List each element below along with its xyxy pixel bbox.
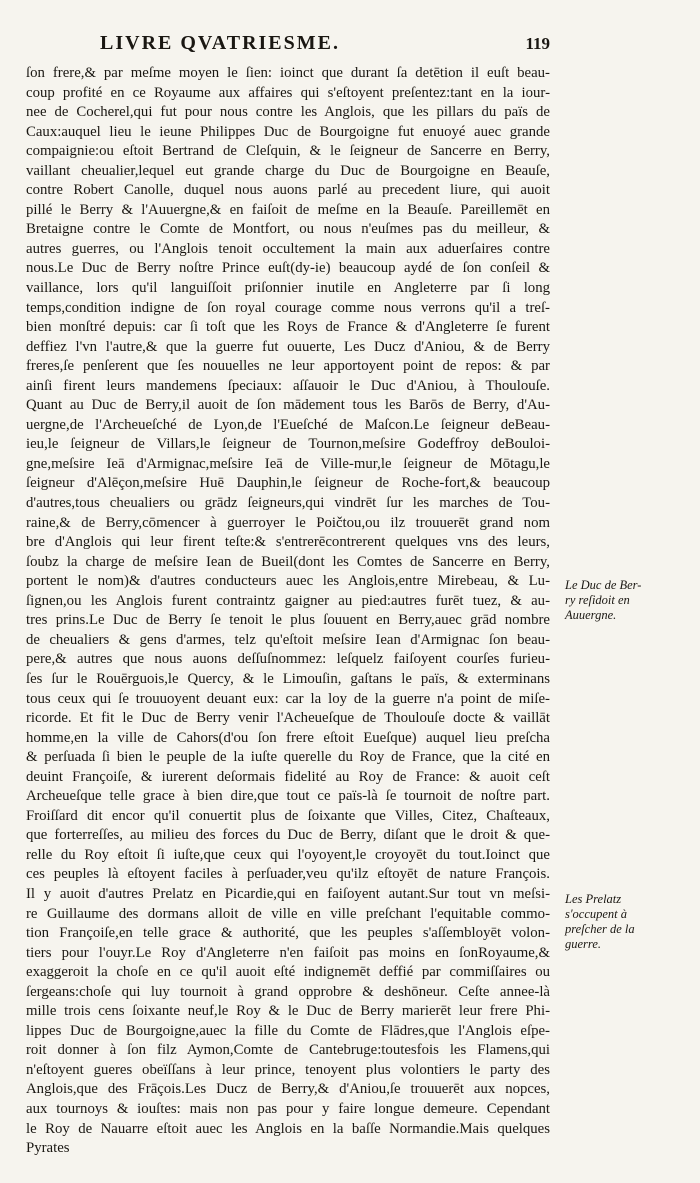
text-line: ieu,le ſeigneur de Villars,le ſeigneur de Tournon,meſsire Godeffroy deBouloi- <box>26 436 550 453</box>
text-line: Quant au Duc de Berry,il auoit de ſon mādement tous les Barōs de Berry, d'Au- <box>26 397 550 414</box>
text-line: nee de Cocherel,qui fut pour nous contre les Anglois, que les pillars du païs de <box>26 104 550 121</box>
text-line: temps,condition indigne de ſon royal courage comme nous verrons qu'il a treſ- <box>26 299 550 316</box>
text-line: pillé le Berry & l'Auuergne,& en faiſoit de meſme en la Beauſe. Pareillemēt en <box>26 201 550 218</box>
text-line: Il y auoit d'autres Prelatz en Picardie,qui en faiſoyent autant.Sur tout vn meſsi- <box>26 885 550 902</box>
text-line: Froiſſard dit encor qu'il conuertit plus de ſoixante que Villes, Citez, Chaſteaux, <box>26 807 550 824</box>
text-line: Bretaigne contre le Comte de Montfort, ou nous n'euſmes pas du meilleur, & <box>26 221 550 238</box>
text-line: ſon frere,& par meſme moyen le ſien: ioinct que durant ſa detētion il euſt beau- <box>26 65 550 81</box>
text-line: tous ceux qui ſe trouuoyent deuant eux: car la loy de la guerre n'a point de miſe- <box>26 690 550 707</box>
running-title: LIVRE QVATRIESME. <box>100 32 340 54</box>
text-line: bien monſtré depuis: car ſi toſt que les Roys de France & d'Angleterre ſe furent <box>26 319 550 336</box>
text-line: & perſuada ſi bien le peuple de la iuſte querelle du Roy de France, que la cité en <box>26 749 550 766</box>
sidenote-line: guerre. <box>565 937 601 951</box>
text-line: vaillance, lors qu'il languiſſoit priſonnier inutile en Angleterre par ſi long <box>26 280 550 297</box>
text-line: vaillant cheualier,lequel eut grande charge du Duc de Bourgoigne en Beauſe, <box>26 162 550 179</box>
text-line: tres prins.Le Duc de Berry ſe tenoit le plus ſouuent en Berry,auec grād nombre <box>26 612 550 629</box>
text-line: que forterreſſes, au milieu des forces du Duc de Berry, diſant que le droit & que- <box>26 827 550 844</box>
text-line: ricorde. Et fit le Duc de Berry venir l'Acheueſque de Thoulouſe docte & vaillāt <box>26 710 550 727</box>
text-line: gne,meſsire Ieā d'Armignac,meſsire Ieā de Ville-mur,le ſeigneur de Mōtagu,le <box>26 455 550 472</box>
text-line: autres guerres, ou l'Anglois tenoit occultement la main aux aduerſaires contre <box>26 240 550 257</box>
body-text <box>26 64 550 1159</box>
text-line: ſoubz la charge de meſsire Iean de Bueil(dont les Comtes de Sancerre en Berry, <box>26 553 550 570</box>
text-line: nous.Le Duc de Berry noſtre Prince euſt(dy-ie) beaucoup aydé de ſon conſeil & <box>26 260 550 277</box>
text-line: ſes ſur le Rouērguois,le Quercy, & le Limouſin, gaſtans le païs, & exterminans <box>26 670 550 687</box>
text-line: ſeigneur d'Alēçon,meſsire Huē Dauphin,le ſeigneur de Roche-fort,& beaucoup <box>26 475 550 492</box>
page-number: 119 <box>525 34 550 53</box>
text-line: tion Françoiſe,en telle grace & authorité, que les peuples s'aſſembloyēt volon- <box>26 925 550 942</box>
text-line: relle du Roy eſtoit ſi iuſte,que ceux qui l'oyoyent,le croyoyēt du tout.Ioinct que <box>26 846 550 863</box>
text-line: contre Robert Canolle, duquel nous auons parlé au precedent liure, qui auoit <box>26 182 550 199</box>
text-line: n'eſtoyent gueres obeïſſans à leur prince, tenoyent plus volontiers le party des <box>26 1061 550 1078</box>
text-line: exaggeroit la choſe en ce qu'il auoit eſté indignemēt deffié par commiſſaires ou <box>26 964 550 981</box>
text-line: ſergeans:choſe qui luy tournoit à grand opprobre & deshōneur. Ceſte annee-là <box>26 983 550 1000</box>
text-line: aux tournoys & iouſtes: mais non pas pour y faire longue demeure. Cependant <box>26 1100 550 1117</box>
sidenote-line: ry reſidoit en <box>565 593 630 607</box>
text-line: ces peuples là eſtoyent faciles à perſuader,veu qu'ilz eſtoyēt de nature François. <box>26 866 550 883</box>
sidenote-les-prelatz <box>565 892 685 952</box>
sidenote-line: s'occupent à <box>565 907 628 921</box>
text-line: mille trois cens ſoixante neuf,le Roy & le Duc de Berry marierēt leur frere Phi- <box>26 1003 550 1020</box>
text-line: re Guillaume des dormans alloit de ville en ville preſchant l'equitable commo- <box>26 905 550 922</box>
text-line: homme,en la ville de Cahors(d'ou ſon frere eſtoit Eueſque) auquel lieu preſcha <box>26 729 550 746</box>
sidenote-line: preſcher de la <box>565 922 635 936</box>
text-line: Caux:auquel lieu le ieune Philippes Duc de Bourgoigne fut enuoyé auec grande <box>26 123 550 140</box>
catchword: Pyrates <box>26 1140 70 1157</box>
text-line: de cheualiers & gens d'armes, telz qu'eſtoit meſsire Iean d'Armignac ſon beau- <box>26 631 550 648</box>
text-line: deffiez l'vn l'autre,& que la guerre fut ouuerte, Les Ducz d'Aniou, & de Berry <box>26 338 550 355</box>
sidenote-duc-de-berry <box>565 578 685 623</box>
running-head <box>100 30 550 60</box>
text-line: roit donner à ſon filz Aymon,Comte de Cantebruge:toutesfois les Flamens,qui <box>26 1042 550 1059</box>
text-line: raine,& de Berry,cōmencer à guerroyer le Poičtou,ou ilz trouuerēt grand nom <box>26 514 550 531</box>
sidenote-line: Les Prelatz <box>565 892 622 906</box>
text-line: coup profité en ce Royaume aux affaires qui s'eſtoyent preſentez:tant en la iour- <box>26 84 550 101</box>
text-line: portent le nom)& d'autres conducteurs auec les Anglois,entre Mirebeau, & Lu- <box>26 573 550 590</box>
text-line: deuint Françoiſe, & iurerent deſormais fidelité au Roy de France: & auoit ceſt <box>26 768 550 785</box>
text-line: Anglois,que des Frāçois.Les Ducz de Berry,& d'Aniou,ſe trouuerēt aux nopces, <box>26 1081 550 1098</box>
text-line: compaignie:ou eſtoit Bertrand de Cleſquin, & le ſeigneur de Sancerre en Berry, <box>26 143 550 160</box>
text-line: freres,ſe penſerent que ſes nouuelles ne leur apportoyent point de repos: & par <box>26 358 550 375</box>
text-line: d'autres,tous cheualiers ou grādz ſeigneurs,qui vindrēt ſur les marches de Tou- <box>26 495 550 512</box>
text-line: Archeueſque telle grace à bien dire,que tout ce païs-là ſe tournoit de noſtre part. <box>26 788 550 805</box>
text-line: tiers pour l'ouyr.Le Roy d'Angleterre n'en faiſoit pas moins en ſonRoyaume,& <box>26 944 550 961</box>
text-line: le Roy de Nauarre eſtoit auec les Anglois en la baſſe Normandie.Mais quelques <box>26 1120 550 1137</box>
text-line: bre d'Anglois qui leur firent teſte:& s'entrerēcontrerent quelques vns des leurs, <box>26 534 550 551</box>
text-line: ſignen,ou les Anglois furent contraintz gaigner au pied:autres furēt tuez, & au- <box>26 592 550 609</box>
sidenote-line: Le Duc de Ber- <box>565 578 642 592</box>
text-line: ainſi firent leurs mandemens ſpeciaux: aſſauoir le Duc d'Aniou, à Thoulouſe. <box>26 377 550 394</box>
text-line: lippes Duc de Bourgoigne,auec la fille du Comte de Flādres,que l'Anglois eſpe- <box>26 1022 550 1039</box>
text-line: pere,& autres que nous auons deſſuſnommez: leſquelz faiſoyent courſes furieu- <box>26 651 550 668</box>
text-line: uergne,de l'Archeueſché de Lyon,de l'Eueſché de Maſcon.Le ſeigneur deBeau- <box>26 416 550 433</box>
sidenote-line: Auuergne. <box>565 608 617 622</box>
